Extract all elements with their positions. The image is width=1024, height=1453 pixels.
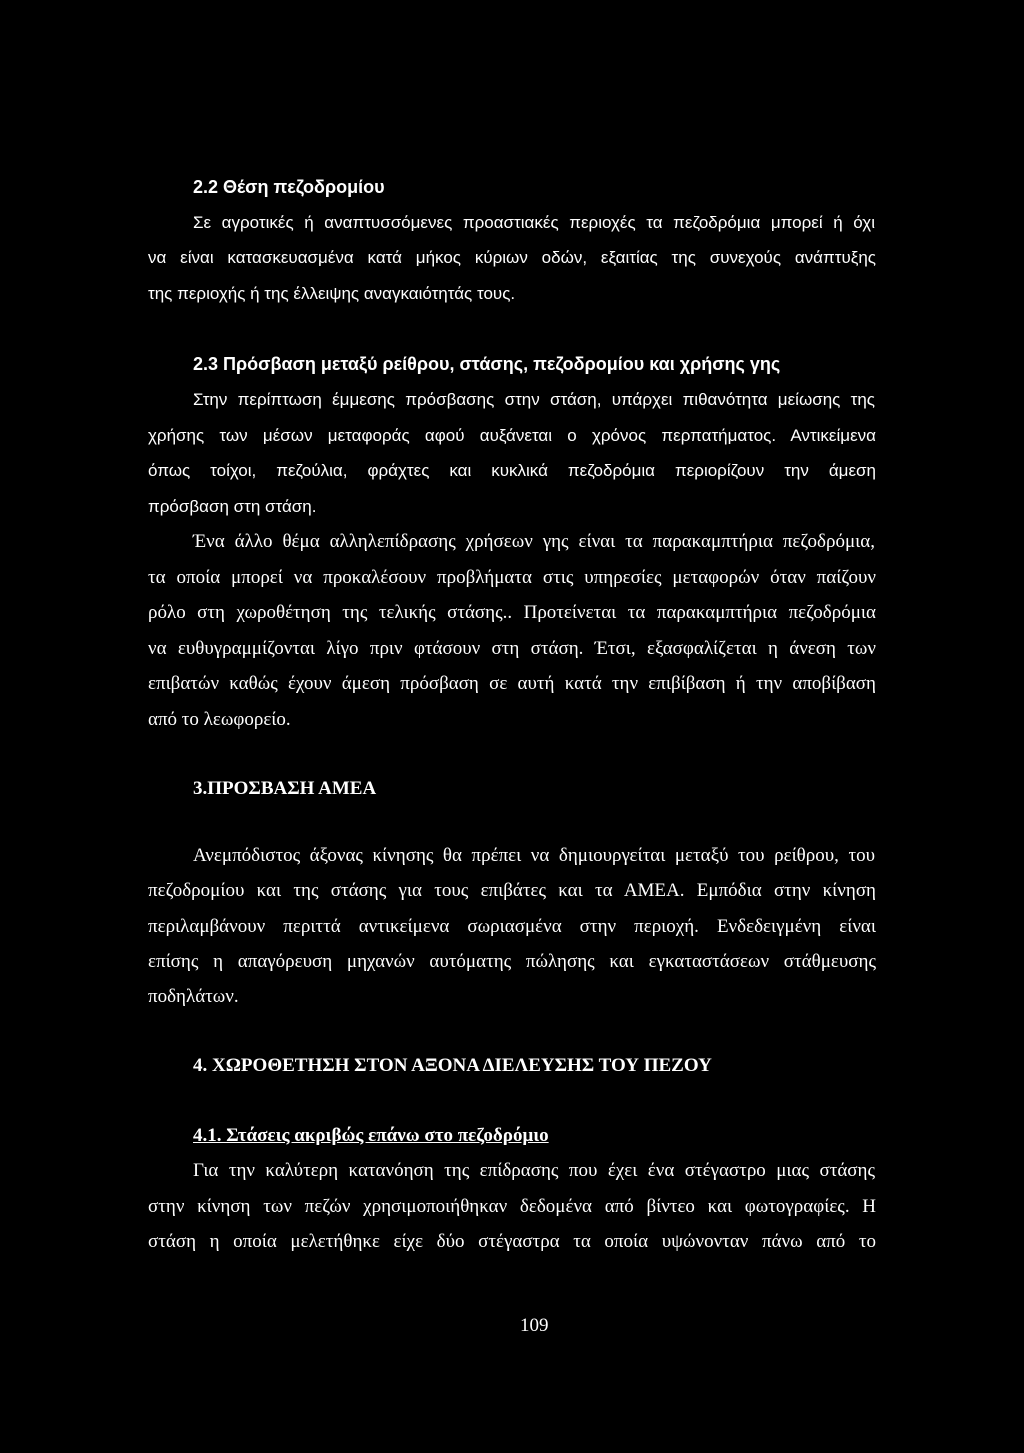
paragraph-line: στην κίνηση των πεζών χρησιμοποιήθηκαν δεδομένα από βίντεο και φωτογραφίες. Η xyxy=(148,1196,876,1217)
paragraph-line: Ανεμπόδιστος άξονας κίνησης θα πρέπει να δημιουργείται μεταξύ του ρείθρου, του xyxy=(193,845,875,866)
heading-4-1: 4.1. Στάσεις ακριβώς επάνω στο πεζοδρόμιο xyxy=(193,1125,549,1146)
paragraph-line: Ένα άλλο θέμα αλληλεπίδρασης χρήσεων γης είναι τα παρακαμπτήρια πεζοδρόμια, xyxy=(193,531,875,552)
paragraph-line: της περιοχής ή της έλλειψης αναγκαιότητάς τους. xyxy=(148,284,516,303)
paragraph-line: περιλαμβάνουν περιττά αντικείμενα σωριασμένα στην περιοχή. Ενδεδειγμένη είναι xyxy=(148,916,876,937)
heading-2-2: 2.2 Θέση πεζοδρομίου xyxy=(193,177,385,197)
paragraph-line: πρόσβαση στη στάση. xyxy=(148,497,317,516)
heading-4: 4. ΧΩΡΟΘΕΤΗΣΗ ΣΤΟΝ ΑΞΟΝΑ ΔΙΕΛΕΥΣΗΣ ΤΟΥ ΠΕΖΟΥ xyxy=(193,1055,712,1076)
paragraph-line: να είναι κατασκευασμένα κατά μήκος κύριων οδών, εξαιτίας της συνεχούς ανάπτυξης xyxy=(148,248,876,267)
paragraph-line: Για την καλύτερη κατανόηση της επίδρασης που έχει ένα στέγαστρο μιας στάσης xyxy=(193,1160,875,1181)
paragraph-line: στάση η οποία μελετήθηκε είχε δύο στέγαστρα τα οποία υψώνονταν πάνω από το xyxy=(148,1231,876,1252)
heading-3: 3.ΠΡΟΣΒΑΣΗ ΑΜΕΑ xyxy=(193,778,377,799)
paragraph-line: να ευθυγραμμίζονται λίγο πριν φτάσουν στη στάση. Έτσι, εξασφαλίζεται η άνεση των xyxy=(148,638,876,659)
paragraph-line: ρόλο στη χωροθέτηση της τελικής στάσης.. Προτείνεται τα παρακαμπτήρια πεζοδρόμια xyxy=(148,602,876,623)
paragraph-line: Στην περίπτωση έμμεσης πρόσβασης στην στάση, υπάρχει πιθανότητα μείωσης της xyxy=(193,390,875,409)
paragraph-line: τα οποία μπορεί να προκαλέσουν προβλήματα στις υπηρεσίες μεταφορών όταν παίζουν xyxy=(148,567,876,588)
paragraph-line: όπως τοίχοι, πεζούλια, φράχτες και κυκλικά πεζοδρόμια περιορίζουν την άμεση xyxy=(148,461,876,480)
paragraph-line: ποδηλάτων. xyxy=(148,986,239,1007)
paragraph-line: επιβατών καθώς έχουν άμεση πρόσβαση σε αυτή κατά την επιβίβαση ή την αποβίβαση xyxy=(148,673,876,694)
paragraph-line: επίσης η απαγόρευση μηχανών αυτόματης πώλησης και εγκαταστάσεων στάθμευσης xyxy=(148,951,876,972)
paragraph-line: πεζοδρομίου και της στάσης για τους επιβάτες και τα ΑΜΕΑ. Εμπόδια στην κίνηση xyxy=(148,880,876,901)
heading-2-3: 2.3 Πρόσβαση μεταξύ ρείθρου, στάσης, πεζοδρομίου και χρήσης γης xyxy=(193,354,781,374)
paragraph-line: από το λεωφορείο. xyxy=(148,709,291,730)
paragraph-line: Σε αγροτικές ή αναπτυσσόμενες προαστιακές περιοχές τα πεζοδρόμια μπορεί ή όχι xyxy=(193,213,875,232)
paragraph-line: χρήσης των μέσων μεταφοράς αφού αυξάνεται ο χρόνος περπατήματος. Αντικείμενα xyxy=(148,426,876,445)
page-number: 109 xyxy=(520,1315,549,1336)
